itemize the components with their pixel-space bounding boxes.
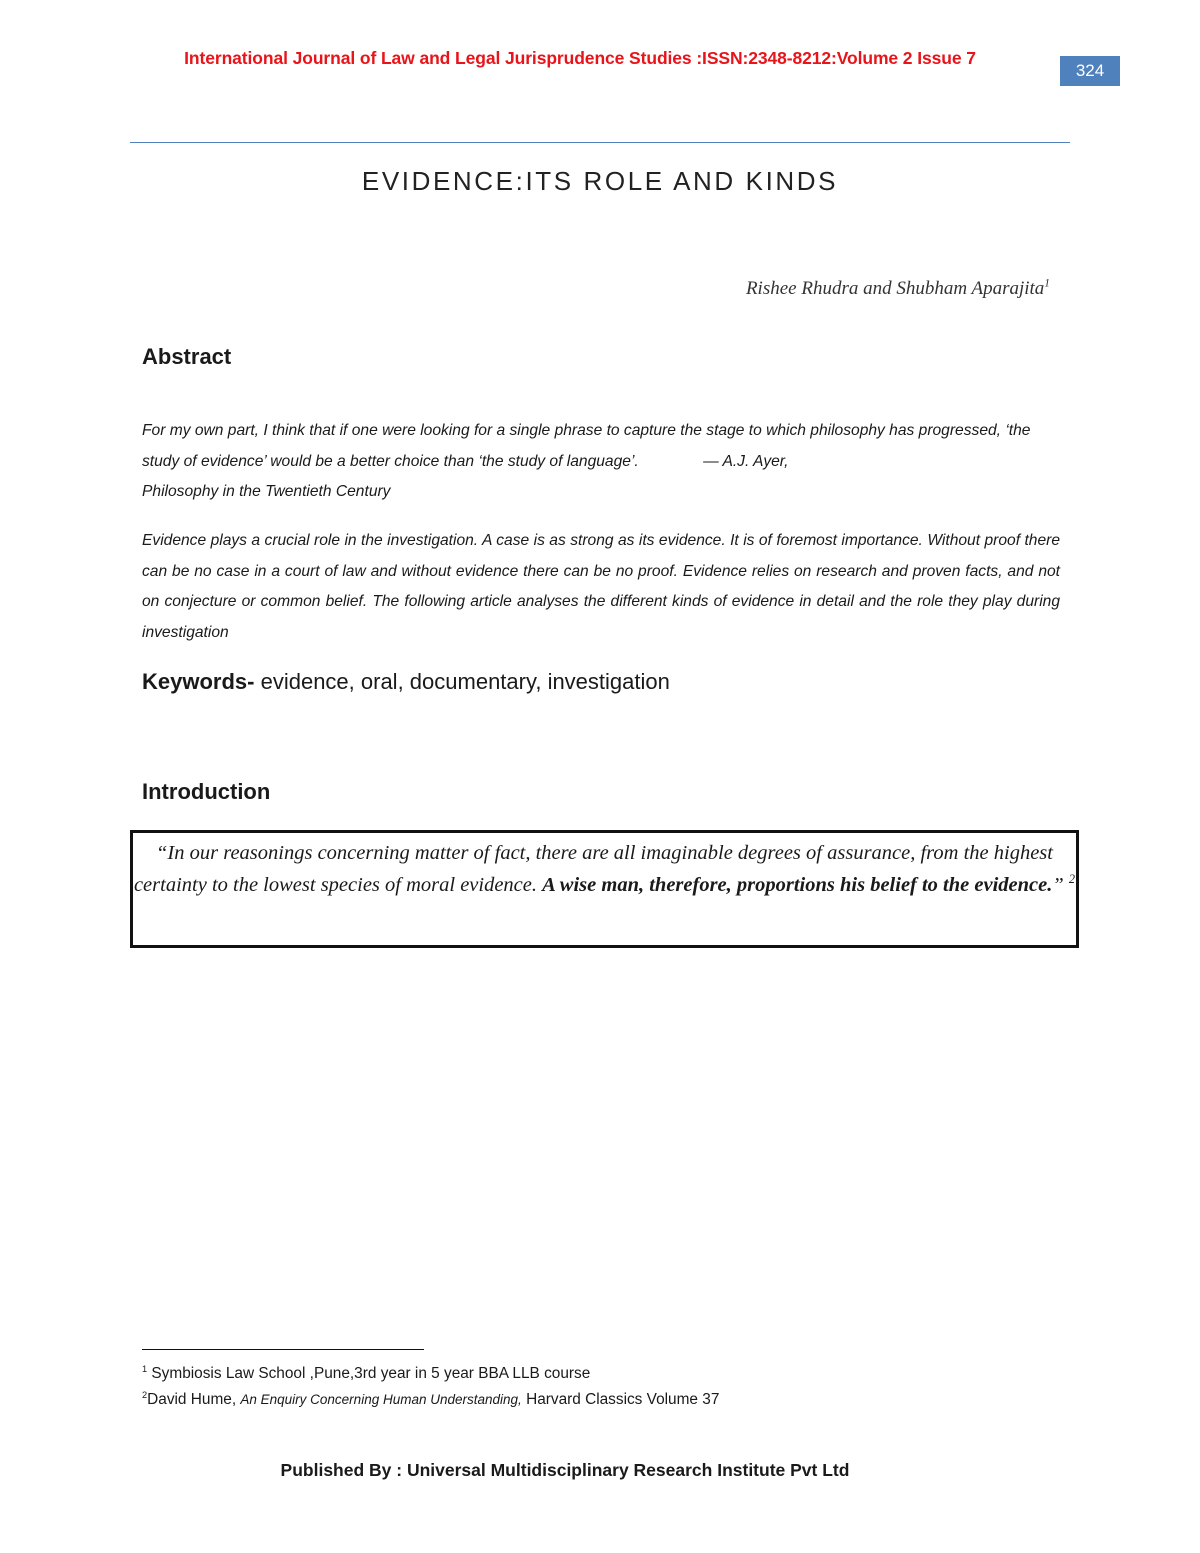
epigraph-source: Philosophy in the Twentieth Century [142, 483, 391, 500]
keywords-line [142, 669, 670, 695]
footnote-1-text: Symbiosis Law School ,Pune,3rd year in 5 year BBA LLB course [151, 1365, 591, 1382]
footnote-mark: 2 [1068, 872, 1076, 887]
footnote-1 [142, 1365, 590, 1383]
footnote-1-mark: 1 [142, 1363, 148, 1374]
journal-header: International Journal of Law and Legal Jurisprudence Studies :ISSN:2348-8212:Volume 2 Issue 7 [184, 48, 976, 68]
page-number-badge: 324 [1060, 56, 1120, 86]
footnote-2-title: An Enquiry Concerning Human Understanding, [240, 1392, 522, 1407]
footnote-2-mark: 2 [142, 1389, 148, 1400]
abstract-heading: Abstract [142, 344, 232, 369]
epigraph-attribution: — A.J. Ayer, [703, 452, 789, 470]
epigraph-text: For my own part, I think that if one were looking for a single phrase to capture the stage to which philosophy has progressed, ‘the study of evidence’ would be a better choice than ‘the study of language’. [142, 422, 1031, 470]
footnote-2-text-before: David Hume, [147, 1391, 241, 1408]
intro-quote [133, 837, 1076, 901]
intro-quote-close: ” [1052, 874, 1064, 896]
footnote-mark: 1 [1044, 277, 1050, 290]
intro-quote-part2: A wise man, therefore, proportions his belief to the evidence. [542, 874, 1053, 896]
introduction-heading: Introduction [142, 779, 271, 804]
footnote-divider [142, 1349, 424, 1350]
abstract-body: Evidence plays a crucial role in the investigation. A case is as strong as its evidence. It is of foremost importance. Without proof there can be no case in a court of law and without evidence there can be no proof. Evidence relies on research and proven facts, and not on conjecture or common belief. The following article analyses the different kinds of evidence in detail and the role they play during investigation [142, 532, 1060, 641]
publisher-footer: Published By : Universal Multidisciplinary Research Institute Pvt Ltd [280, 1460, 850, 1480]
keywords-values: evidence, oral, documentary, investigation [254, 669, 670, 694]
intro-quote-part1: “In our reasonings concerning matter of fact, there are all imaginable degrees of assurance, from the highest certainty to the lowest species of moral evidence. [133, 842, 1053, 896]
author-line [746, 278, 1050, 300]
epigraph-quote [142, 416, 1060, 508]
header-divider [130, 142, 1070, 143]
keywords-label: Keywords- [142, 669, 255, 694]
footnote-2 [142, 1391, 719, 1409]
article-title: EVIDENCE:ITS ROLE AND KINDS [361, 166, 839, 196]
intro-quote-box [130, 830, 1079, 948]
footnote-2-text-after: Harvard Classics Volume 37 [521, 1391, 720, 1408]
author-names: Rishee Rhudra and Shubham Aparajita [745, 278, 1045, 299]
